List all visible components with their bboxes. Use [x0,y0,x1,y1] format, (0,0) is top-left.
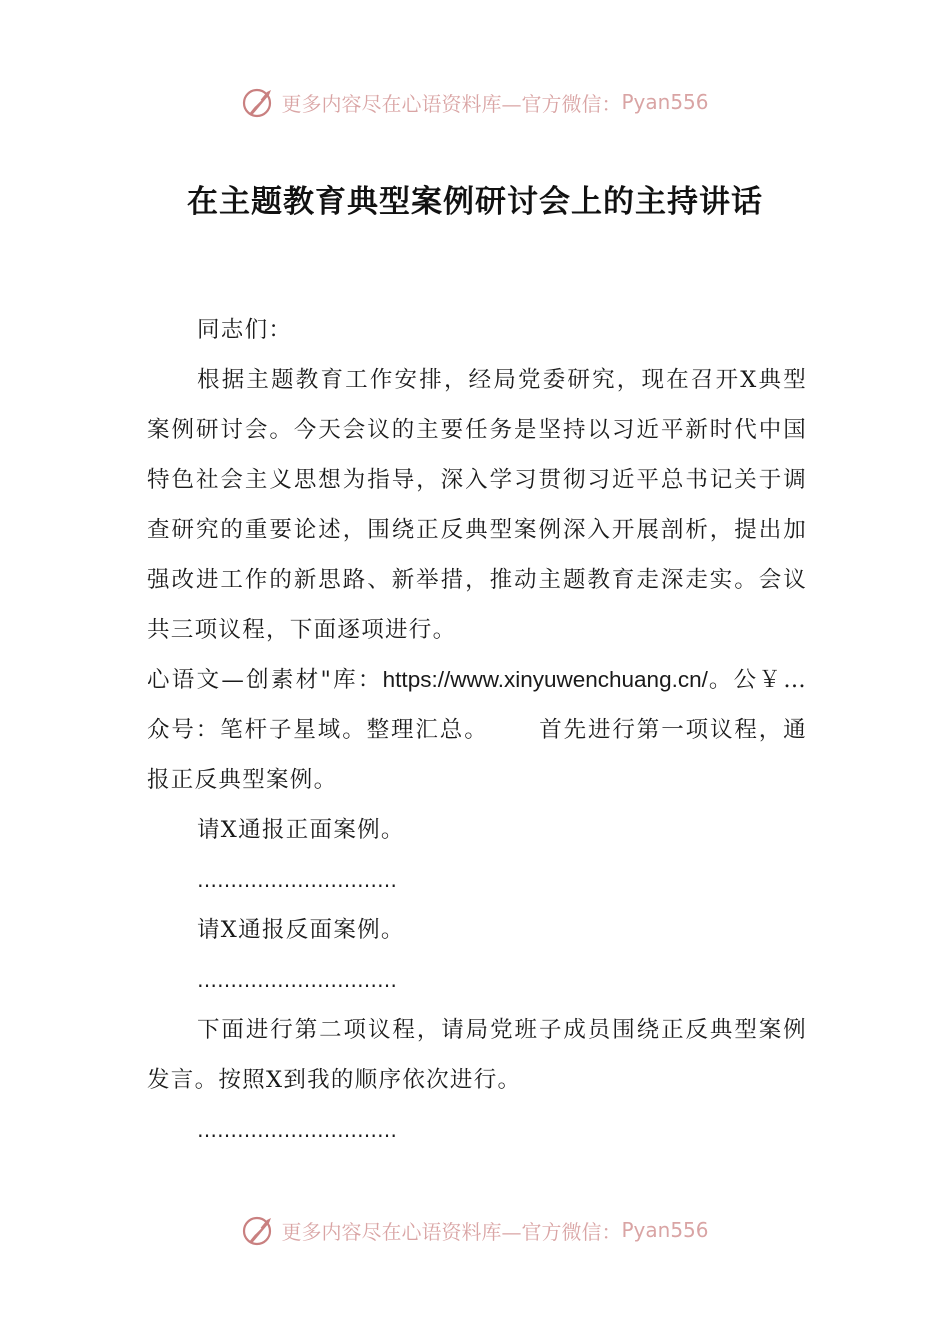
banner-text: 更多内容尽在心语资料库—官方微信： [281,1219,622,1244]
agenda-one: 首先进行第一项议程，通报正反典型案例。 [147,717,807,793]
quill-pen-circle-icon [241,1212,277,1248]
negative-case-item: 请X通报反面案例。 [197,917,405,943]
watermark-prefix: 心语文—创素材"库： [147,667,383,693]
quill-pen-circle-icon [241,84,277,120]
agenda-two: 下面进行第二项议程，请局党班子成员围绕正反典型案例发言。按照X到我的顺序依次进行。 [147,1017,807,1093]
watermark-url: https://www.xinyuwenchuang.cn/ [382,667,708,692]
watermark-suffix: 。公￥…众号：笔杆子星域。整理汇总。 [147,667,807,743]
ellipsis-line: ………………………… [197,1118,397,1142]
wechat-id: Pyan556 [621,1218,709,1242]
wechat-id: Pyan556 [621,90,709,114]
banner-text: 更多内容尽在心语资料库—官方微信： [281,91,622,116]
greeting: 同志们： [197,317,293,343]
footer-banner [0,1210,950,1250]
document-title: 在主题教育典型案例研讨会上的主持讲话 [187,184,763,220]
paragraph-intro: 根据主题教育工作安排，经局党委研究，现在召开X典型案例研讨会。今天会议的主要任务是坚持以习近平新时代中国特色社会主义思想为指导，深入学习贯彻习近平总书记关于调查研究的重要论述，围绕正反典型案例深入开展剖析，提出加强改进工作的新思路、新举措，推动主题教育走深走实。会议共三项议程，下面逐项进行。 [147,367,807,643]
positive-case-item: 请X通报正面案例。 [197,817,405,843]
document-body [147,305,807,1155]
ellipsis-line: ………………………… [197,868,397,892]
ellipsis-line: ………………………… [197,968,397,992]
header-banner [0,82,950,122]
watermark-paragraph [147,655,807,805]
